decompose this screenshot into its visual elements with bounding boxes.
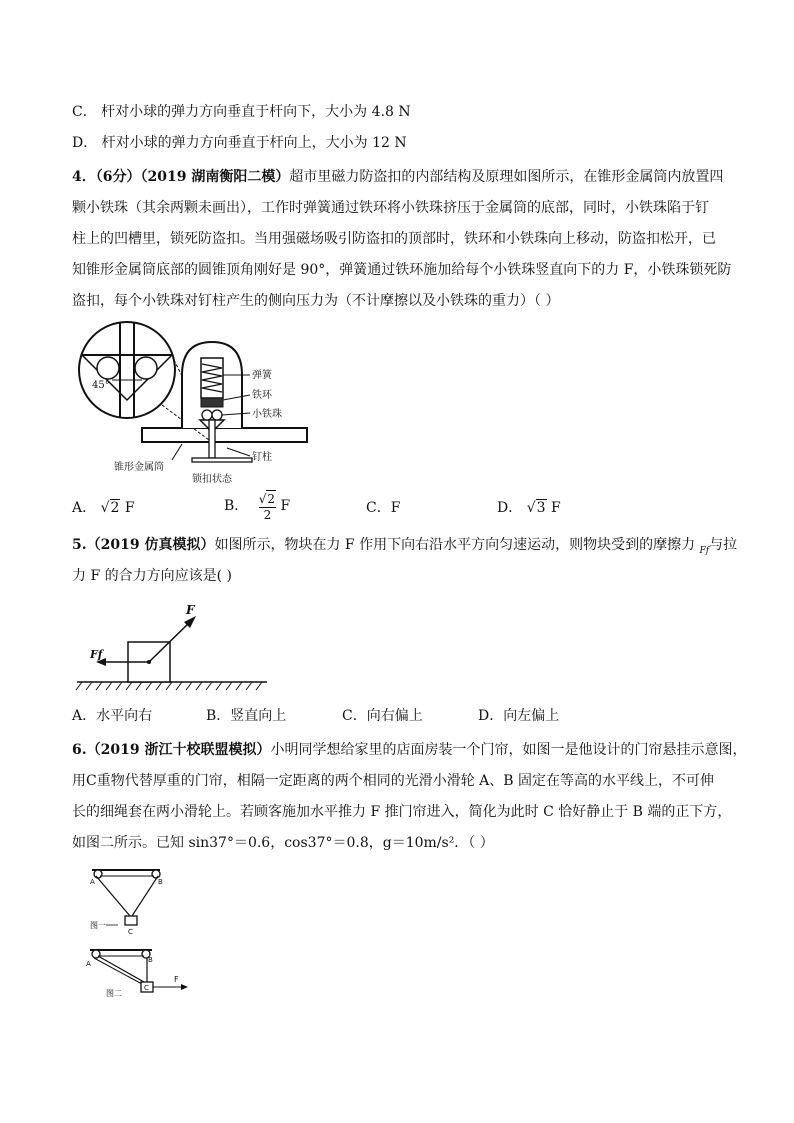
q6-line-4: 如图二所示。已知 sin37°＝0.6，cos37°＝0.8，g＝10m/s²．（ ） <box>72 835 494 851</box>
q5-option-d: D．向左偏上 <box>478 708 560 724</box>
q4-option-a: A． √2 F <box>72 500 135 516</box>
q5-block-figure <box>72 600 272 692</box>
q6-fig2-a-label: A <box>86 960 91 968</box>
q4-option-a-radicand: 2 <box>110 500 120 516</box>
q4-cone-label: 锥形金属筒 <box>114 462 164 473</box>
q4-spring-label: 弹簧 <box>252 370 272 381</box>
q6-line-3: 长的细绳套在两小滑轮上。若顾客施加水平推力 F 推门帘进入，简化为此时 C 恰好静止于 B 端的正下方， <box>72 804 732 820</box>
q6-fig2-f-label: F <box>174 975 179 984</box>
q4-state-label: 锁扣状态 <box>192 474 232 485</box>
q4-option-d-radicand: 3 <box>536 500 546 516</box>
q6-number: 6. <box>72 742 87 758</box>
q6-fig1-a-label: A <box>90 878 95 886</box>
q6-line-2: 用C重物代替厚重的门帘，相隔一定距离的两个相同的光滑小滑轮 A、B 固定在等高的水平线上，不可伸 <box>72 773 715 789</box>
q5-friction-symbol: Ff <box>699 545 710 556</box>
q4-option-b-fraction: $\frac{√2}{2}$ <box>258 492 276 522</box>
q6-line-1: 6.（2019 浙江十校联盟模拟）小明同学想给家里的店面房装一个门帘，如图一是他设计的门帘悬挂示意图， <box>72 742 747 758</box>
q5-option-c: C．向右偏上 <box>342 708 423 724</box>
q4-pin-label: 钉柱 <box>252 452 272 463</box>
q6-pulley-figure <box>86 864 196 1000</box>
q5-number: 5. <box>72 537 87 553</box>
q4-line-1 <box>72 167 723 187</box>
q6-fig1-b-label: B <box>158 878 163 886</box>
q6-fig2-caption: 图二 <box>106 989 122 998</box>
q4-text-1: 超市里磁力防盗扣的内部结构及原理如图所示，在锥形金属筒内放置四 <box>289 169 724 185</box>
q6-fig2-c-label: C <box>144 984 149 992</box>
q4-tag: （6分）（2019 湖南衡阳二模） <box>95 169 290 185</box>
q4-line-5: 盗扣，每个小铁珠对钉柱产生的侧向压力为（不计摩擦以及小铁珠的重力）（ ） <box>72 293 560 309</box>
q6-fig1-c-label: C <box>128 928 133 936</box>
q4-line-2: 颗小铁珠（其余两颗未画出），工作时弹簧通过铁环将小铁珠挤压于金属筒的底部，同时，小铁珠陷于钉 <box>72 200 709 216</box>
q4-ball-label: 小铁珠 <box>252 409 282 420</box>
q5-line-2: 力 F 的合力方向应该是( ) <box>72 568 232 584</box>
q4-ring-label: 铁环 <box>252 390 272 401</box>
q6-fig1-caption: 图一 <box>90 921 106 930</box>
q4-lock-figure <box>72 320 322 490</box>
q5-tag: （2019 仿真模拟） <box>86 537 215 553</box>
q4-line-4: 知锥形金属筒底部的圆锥顶角刚好是 90°，弹簧通过铁环施加给每个小铁珠竖直向下的力 F，小铁珠锁死防 <box>72 262 732 278</box>
q4-option-c: C．F <box>366 500 401 516</box>
q4-angle-label: 45° <box>92 380 110 391</box>
q5-force-ff-label: Ff <box>90 648 103 661</box>
q6-fig2-b-label: B <box>148 956 153 964</box>
q3-option-d: D． 杆对小球的弹力方向垂直于杆向上，大小为 12 N <box>72 135 407 151</box>
q5-option-b: B．竖直向上 <box>206 708 287 724</box>
q5-force-f-label: F <box>186 603 195 617</box>
q3-option-c: C． 杆对小球的弹力方向垂直于杆向下，大小为 4.8 N <box>72 104 411 120</box>
q5-line-1: 5.（2019 仿真模拟）如图所示，物块在力 F 作用下向右沿水平方向匀速运动，则物块受到的摩擦力 $_{Ff}$与拉 <box>72 537 738 556</box>
q5-option-a: A．水平向右 <box>72 708 153 724</box>
q4-option-d: D． √3 F <box>497 500 561 516</box>
q4-line-3: 柱上的凹槽里，锁死防盗扣。当用强磁场吸引防盗扣的顶部时，铁环和小铁珠向上移动，防盗扣松开，已 <box>72 231 716 247</box>
q6-tag: （2019 浙江十校联盟模拟） <box>86 742 271 758</box>
q4-option-b: B． $\frac{√2}{2}$ F <box>224 492 291 522</box>
q4-number: 4． <box>72 169 96 185</box>
